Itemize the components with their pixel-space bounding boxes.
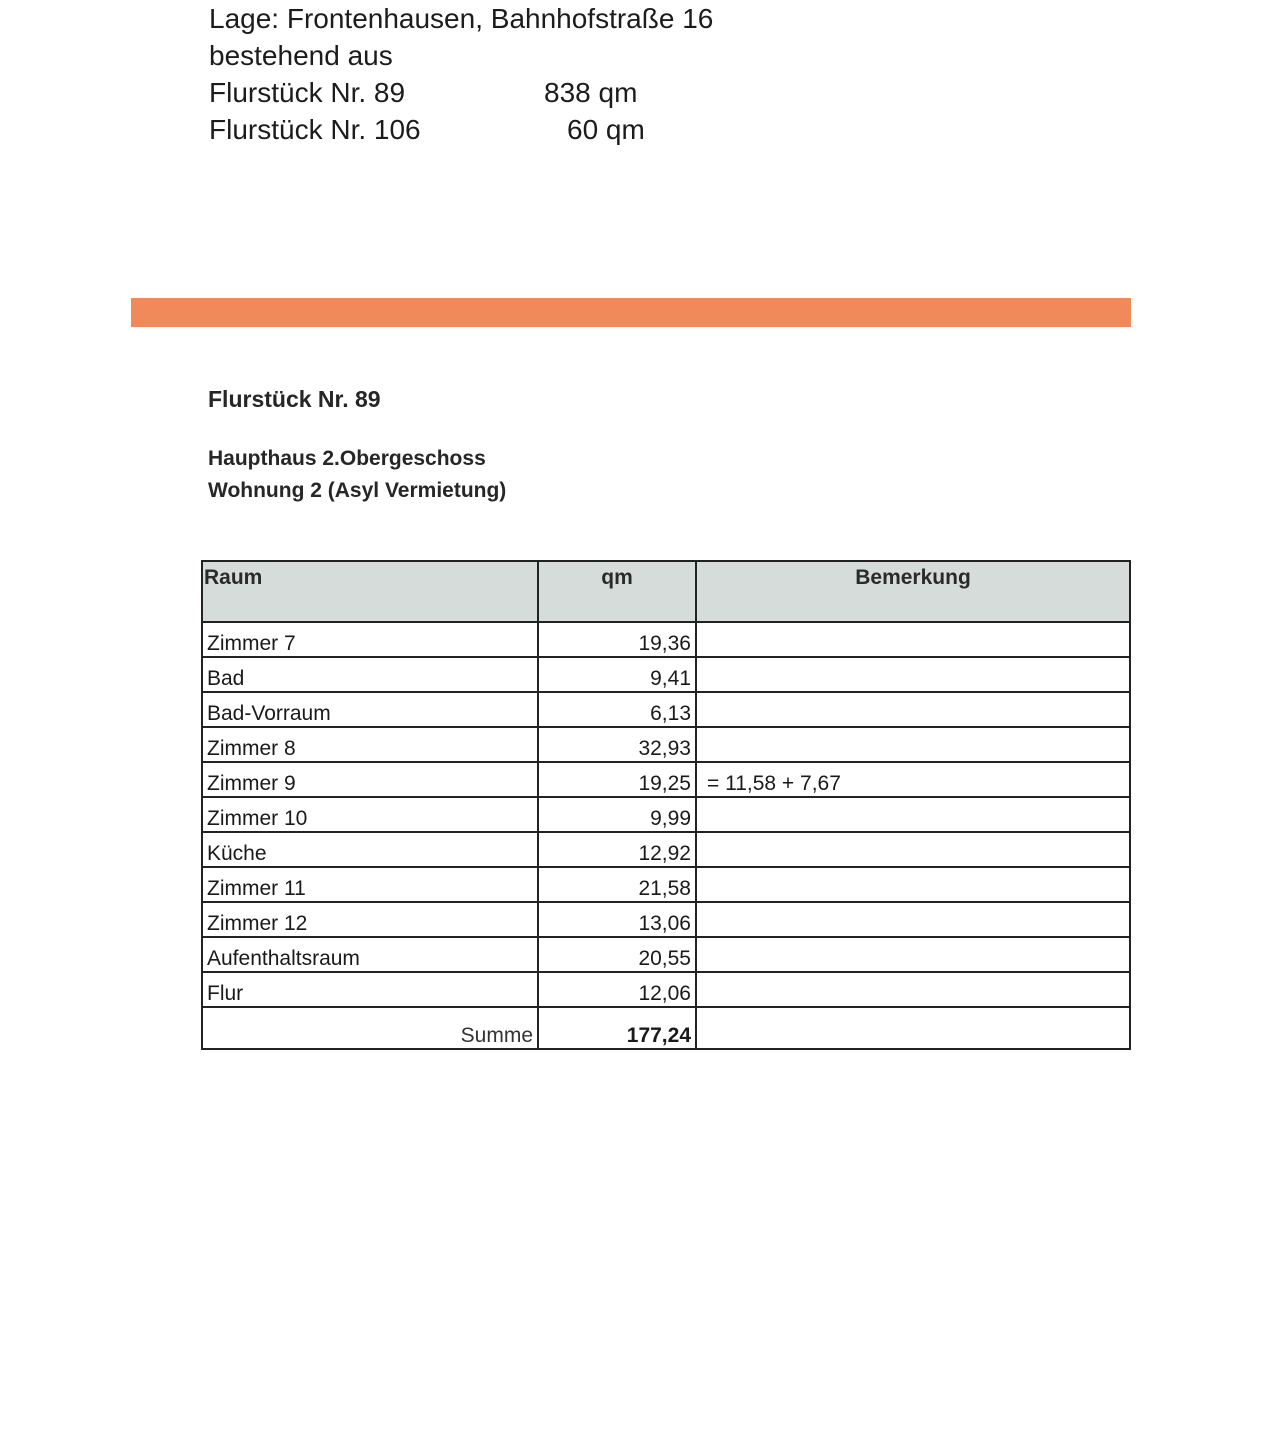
- room-name: Zimmer 8: [202, 727, 538, 762]
- room-name: Zimmer 7: [202, 622, 538, 657]
- sum-value: 177,24: [538, 1007, 696, 1049]
- room-name: Zimmer 12: [202, 902, 538, 937]
- section-title: Flurstück Nr. 89: [208, 386, 381, 412]
- parcel-label: Flurstück Nr. 106: [209, 114, 421, 145]
- parcel-row: [209, 74, 713, 111]
- room-note: [696, 622, 1130, 657]
- table-row: [202, 902, 1130, 937]
- room-name: Küche: [202, 832, 538, 867]
- parcel-label: Flurstück Nr. 89: [209, 77, 406, 108]
- table-row: [202, 937, 1130, 972]
- table-row: [202, 762, 1130, 797]
- room-note: [696, 832, 1130, 867]
- room-area: 19,25: [538, 762, 696, 797]
- orange-divider: [131, 298, 1131, 327]
- column-header-note: Bemerkung: [696, 561, 1130, 622]
- table-row: [202, 727, 1130, 762]
- table-row: [202, 692, 1130, 727]
- table-row: [202, 972, 1130, 1007]
- column-header-qm: qm: [538, 561, 696, 622]
- room-note: [696, 867, 1130, 902]
- room-note: [696, 902, 1130, 937]
- location-line: Lage: Frontenhausen, Bahnhofstraße 16: [209, 3, 714, 34]
- room-area-table: [201, 560, 1131, 1050]
- consisting-line: bestehend aus: [209, 40, 393, 71]
- sum-note: [696, 1007, 1130, 1049]
- room-name: Bad-Vorraum: [202, 692, 538, 727]
- room-area: 13,06: [538, 902, 696, 937]
- room-name: Zimmer 11: [202, 867, 538, 902]
- room-area: 6,13: [538, 692, 696, 727]
- room-note: [696, 797, 1130, 832]
- room-name: Bad: [202, 657, 538, 692]
- room-note: [696, 972, 1130, 1007]
- table-row: [202, 867, 1130, 902]
- room-area: 21,58: [538, 867, 696, 902]
- room-name: Zimmer 10: [202, 797, 538, 832]
- table-row: [202, 657, 1130, 692]
- room-note: [696, 727, 1130, 762]
- property-header: [209, 0, 713, 148]
- room-area: 9,99: [538, 797, 696, 832]
- sum-row: [202, 1007, 1130, 1049]
- room-area: 32,93: [538, 727, 696, 762]
- room-note: = 11,58 + 7,67: [696, 762, 1130, 797]
- table-row: [202, 622, 1130, 657]
- room-note: [696, 657, 1130, 692]
- room-area: 9,41: [538, 657, 696, 692]
- parcel-area: 838 qm: [544, 77, 638, 108]
- table-row: [202, 797, 1130, 832]
- room-area: 19,36: [538, 622, 696, 657]
- room-area: 20,55: [538, 937, 696, 972]
- sum-label: Summe: [202, 1007, 538, 1049]
- unit-description: Wohnung 2 (Asyl Vermietung): [208, 479, 507, 502]
- table-header-row: [202, 561, 1130, 622]
- room-name: Flur: [202, 972, 538, 1007]
- parcel-row: [209, 111, 713, 148]
- room-name: Aufenthaltsraum: [202, 937, 538, 972]
- room-note: [696, 937, 1130, 972]
- parcel-area: 60 qm: [567, 114, 645, 145]
- room-name: Zimmer 9: [202, 762, 538, 797]
- room-area: 12,92: [538, 832, 696, 867]
- room-area: 12,06: [538, 972, 696, 1007]
- table-row: [202, 832, 1130, 867]
- column-header-room: Raum: [202, 561, 538, 622]
- room-note: [696, 692, 1130, 727]
- building-floor: Haupthaus 2.Obergeschoss: [208, 447, 486, 470]
